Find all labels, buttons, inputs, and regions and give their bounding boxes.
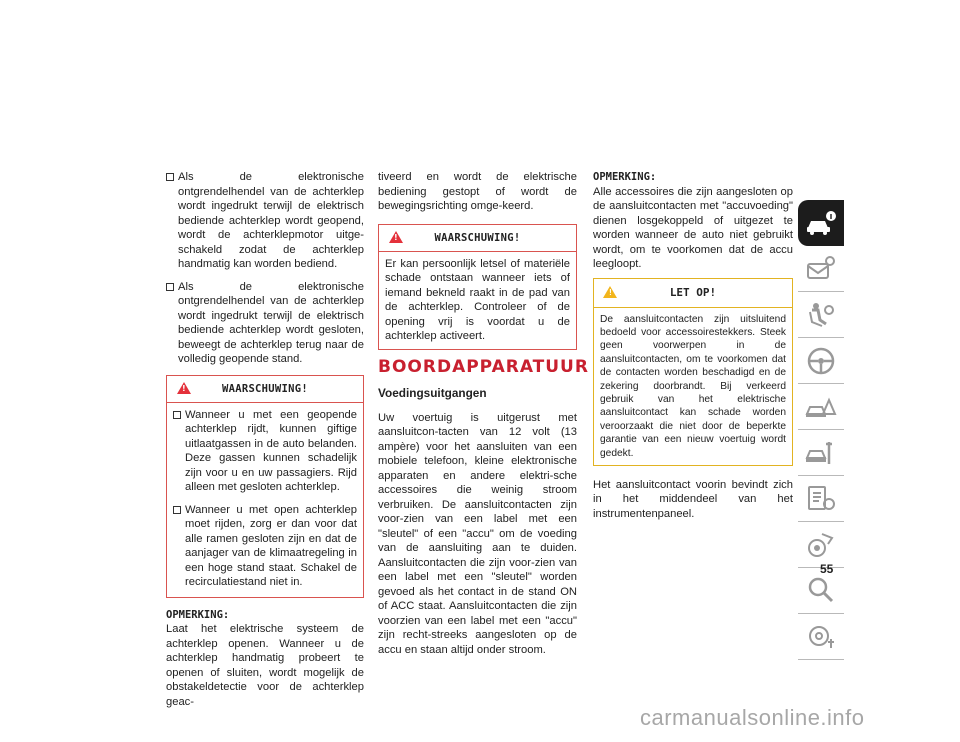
- caution-box: [593, 278, 793, 466]
- note-label: OPMERKING:: [166, 608, 230, 621]
- warning-title: WAARSCHUWING!: [434, 231, 521, 244]
- column-right: [593, 170, 793, 521]
- paragraph: Uw voertuig is uitgerust met aansluitcon-tacten van 12 volt (13 ampère) voor het aansluiten van een mobiele telefoon, kleine elektronische apparaten en andere elektri-sche accessoires die weinig stroom verbruiken. De aansluitcontacten zijn voor-zien van een label met een "sleutel" of een "accu" om de voeding van de aansluiting aan te duiden. Aansluitcontacten die zijn voor-zien van een label met een "sleutel" worden gevoed als het contact in de stand ON of ACC staat. Aansluitcontacten die zijn voorzien van een label met een "accu" zijn recht-streeks aangesloten op de accu en staan altijd onder stroom.: [378, 411, 577, 656]
- tab-car-maintenance[interactable]: [798, 430, 844, 476]
- bullet-item: Als de elektronische ontgrendelhendel van de achterklep wordt ingedrukt terwijl de elektrisch bediende achterklep wordt gesloten, beweegt de achterklep terug naar de volledig geopende stand.: [166, 280, 364, 367]
- note-label: OPMERKING:: [593, 171, 657, 183]
- bullet-item: Wanneer u met een geopende achterklep rijdt, kunnen giftige uitlaatgassen in de auto belanden. Deze gassen kunnen schadelijk zijn voor u en uw passagiers. Rijd alleen met gesloten achterklep.: [173, 408, 357, 495]
- bullet-square-icon: [173, 411, 181, 419]
- tab-seat-airbag[interactable]: [798, 292, 844, 338]
- continued-text: tiveerd en wordt de elektrische bediening gestopt of wordt de bewegingsrichting omge-keerd.: [378, 171, 577, 212]
- caution-header: [594, 279, 792, 308]
- warning-body: Er kan persoonlijk letsel of materiële schade ontstaan wanneer iets of iemand bekneld raakt in de pad van de achterklep. Controleer of de opening vrij is voordat u de achterklep activeert.: [385, 257, 570, 342]
- language-settings-icon: [804, 620, 838, 654]
- warning-box: [378, 224, 577, 350]
- caution-title: LET OP!: [669, 285, 717, 299]
- seat-airbag-icon: [804, 298, 838, 332]
- warning-body: [167, 403, 363, 597]
- caution-body: De aansluitcontacten zijn uitsluitend bedoeld voor accessoirestekkers. Steek geen voorwerpen in de aansluitcontacten, om te voorkomen dat de contacten worden beschadigd en de zekering doorbrandt. Bij verkeerd gebruik van het elektrische aansluitcontact kan schade worden veroorzaakt die niet door de beperkte garantie van een nieuw voertuig wordt gedekt.: [600, 313, 786, 459]
- tab-language-settings[interactable]: [798, 614, 844, 660]
- warning-box: [166, 375, 364, 598]
- column-middle: [378, 170, 589, 657]
- bullet-square-icon: [166, 283, 174, 291]
- warning-triangle-icon: !: [177, 382, 191, 394]
- chapter-tabs: [798, 200, 844, 660]
- page-number: 55: [820, 562, 834, 576]
- tab-car-info[interactable]: [798, 200, 844, 246]
- tab-warning-lights[interactable]: [798, 246, 844, 292]
- watermark-text: carmanualsonline.info: [640, 705, 865, 730]
- steering-wheel-icon: [804, 344, 838, 378]
- bullet-square-icon: [173, 506, 181, 514]
- multimedia-icon: [804, 528, 838, 562]
- tab-roadside-emergency[interactable]: [798, 384, 844, 430]
- bullet-square-icon: [166, 173, 174, 181]
- warning-header: [167, 376, 363, 403]
- bullet-item: Als de elektronische ontgrendelhendel van de achterklep wordt ingedrukt terwijl de elektrisch bediende achterklep wordt geopend, wordt de achterklepmotor uitge-schakeld zodat de achterklep handmatig kan worden bediend.: [166, 170, 364, 272]
- warning-title: WAARSCHUWING!: [221, 382, 309, 395]
- warning-triangle-icon: !: [389, 231, 403, 243]
- tab-steering-wheel[interactable]: [798, 338, 844, 384]
- warning-lights-icon: [804, 252, 838, 286]
- bullet-item: Wanneer u met open achterklep moet rijden, zorg er dan voor dat alle ramen gesloten zijn en dat de aanjager van de klimaatregeling in een hoge stand staat. Schakel de recirculatiestand niet in.: [173, 503, 357, 590]
- roadside-emergency-icon: [804, 390, 838, 424]
- specifications-icon: [804, 482, 838, 516]
- search-index-icon: [804, 574, 838, 608]
- car-maintenance-icon: [804, 436, 838, 470]
- caution-triangle-icon: !: [603, 286, 617, 298]
- subsection-heading: Voedingsuitgangen: [378, 386, 487, 400]
- note-text: Laat het elektrische systeem de achterklep openen. Wanneer u de achterklep handmatig probeert te openen of sluiten, wordt mogelijk de obstakeldetectie voor de achterklep geac-: [166, 623, 364, 708]
- section-heading: BOORDAPPARATUUR: [378, 356, 589, 377]
- column-left: [166, 170, 364, 709]
- paragraph: Het aansluitcontact voorin bevindt zich in het middendeel van het instrumentenpaneel.: [593, 478, 793, 520]
- car-info-icon: [804, 206, 838, 240]
- tab-specifications[interactable]: [798, 476, 844, 522]
- warning-header: [379, 225, 576, 252]
- note-text: Alle accessoires die zijn aangesloten op de aansluitcontacten met "accuvoeding" dienen losgekoppeld of uitgezet te worden wanneer de auto niet gebruikt wordt, om te voorkomen dat de accu leegloopt.: [593, 185, 793, 270]
